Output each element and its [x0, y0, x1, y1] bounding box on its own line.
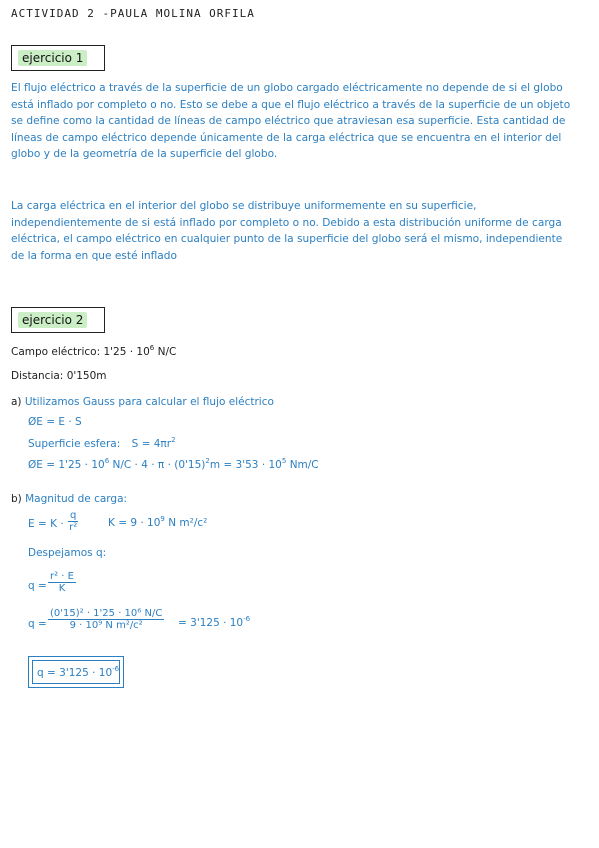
part-a-eq3-exp3: 5 [281, 457, 287, 465]
part-b-eq1-pre: E = K · [28, 518, 64, 530]
part-a-eq3-exp2: 2 [205, 457, 210, 465]
exercise-1-paragraph-2: La carga eléctrica en el interior del globo se distribuye uniformemente en su superficie, independientemente de si está inflado por completo o no. Debido a esta distribución uniforme de carga eléctrica, el campo eléctrico en cualquier punto de la superficie del globo será el mismo, independiente de la forma en que esté inflado [11, 200, 563, 262]
part-a-eq3-exp1: 6 [104, 457, 110, 465]
exercise-2-label: ejercicio 2 [18, 312, 87, 328]
part-b-eq1-k [108, 515, 207, 529]
part-b-eq3-result-value: = 3'125 · 10 [178, 617, 244, 629]
part-b-eq1-k-value: K = 9 · 10 [108, 517, 161, 529]
part-b-eq1-fraction [68, 510, 78, 533]
part-b-title: Magnitud de carga: [25, 493, 128, 505]
final-answer [37, 665, 119, 679]
part-a-letter: a) [11, 396, 22, 408]
part-b-eq3-pre: q = [28, 618, 47, 630]
exercise-1-label: ejercicio 1 [18, 50, 87, 66]
final-answer-value: q = 3'125 · 10 [37, 667, 113, 679]
part-b-eq2-den: K [58, 583, 66, 594]
part-a-eq2-exp: 2 [171, 436, 176, 444]
distancia-value: 0'150m [66, 370, 107, 382]
part-a-eq3 [28, 457, 319, 471]
campo-unit: N/C [157, 346, 177, 358]
part-b-eq2-pre: q = [28, 580, 47, 592]
part-a-eq2-formula: S = 4πr [131, 438, 172, 450]
exercise-2-heading [11, 307, 105, 333]
part-b-eq1-den: r² [69, 522, 78, 533]
campo-exponent: 6 [149, 344, 155, 352]
part-b-eq1-k-exp: 9 [160, 515, 165, 523]
campo-value: 1'25 · 10 [103, 346, 150, 358]
part-b-eq3-fraction [48, 608, 164, 631]
page-title: ACTIVIDAD 2 -PAULA MOLINA ORFILA [11, 7, 255, 20]
part-b-eq3-den: 9 · 10⁹ N m²/c² [69, 620, 143, 631]
part-b-eq1-k-unit: N m²/c² [168, 517, 208, 529]
part-a-eq3-mid2: m = 3'53 · 10 [209, 459, 282, 471]
part-b-title-line [11, 493, 127, 505]
part-b-eq2-num: r² · E [50, 571, 74, 582]
exercise-1-heading [11, 45, 105, 71]
final-answer-exp: -6 [112, 665, 120, 673]
part-a-eq3-unit: Nm/C [289, 459, 319, 471]
campo-label: Campo eléctrico: [11, 346, 101, 358]
part-b-eq3-num: (0'15)² · 1'25 · 10⁶ N/C [50, 608, 163, 619]
exercise-1-paragraph-1: El flujo eléctrico a través de la superficie de un globo cargado eléctricamente no depende de si el globo está inflado por completo o no. Esto se debe a que el flujo eléctrico a través de la superficie de un objeto se define como la cantidad de líneas de campo eléctrico que atraviesan esa superficie. Esta cantidad de líneas de campo eléctrico depende únicamente de la carga eléctrica que se encuentra en el interior del globo y de la geometría de la superficie del globo. [11, 82, 571, 161]
campo-line [11, 344, 176, 358]
final-answer-box [28, 656, 124, 688]
distancia-line [11, 370, 107, 382]
part-b-letter: b) [11, 493, 22, 505]
part-b-eq1-num: q [70, 510, 77, 521]
part-a-eq3-mid: N/C · 4 · π · (0'15) [112, 459, 206, 471]
part-a-eq2-label: Superficie esfera: [28, 438, 121, 450]
distancia-label: Distancia: [11, 370, 64, 382]
part-a-eq1: ØE = E · S [28, 416, 82, 428]
part-a-title-line [11, 396, 274, 408]
part-b-eq2-fraction [48, 571, 76, 594]
part-b-eq3-result [178, 615, 250, 629]
part-b-eq3-result-exp: -6 [243, 615, 251, 623]
part-a-eq3-pre: ØE = 1'25 · 10 [28, 459, 105, 471]
part-a-title: Utilizamos Gauss para calcular el flujo eléctrico [24, 396, 274, 408]
part-a-eq2 [28, 436, 176, 450]
part-b-despejamos: Despejamos q: [28, 547, 107, 559]
